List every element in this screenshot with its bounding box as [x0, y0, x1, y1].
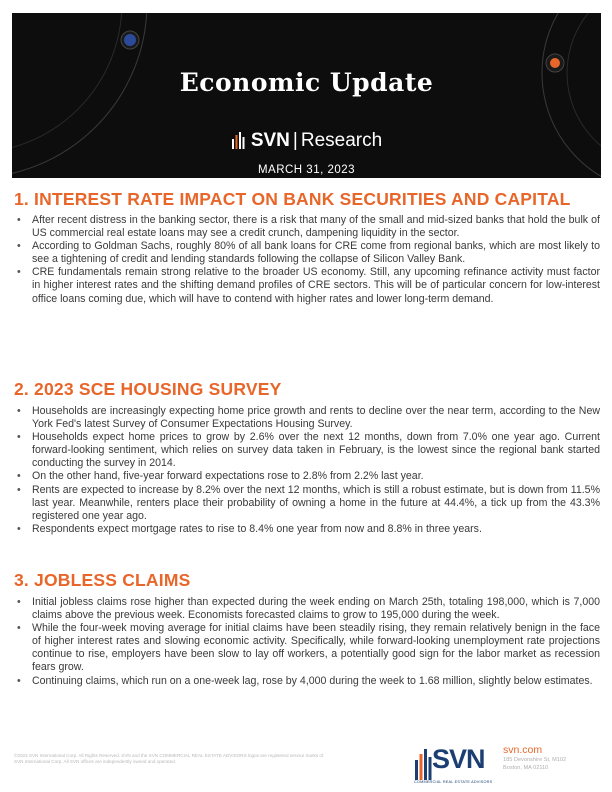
brand-division: Research: [300, 130, 383, 151]
svn-research-logo: [12, 130, 601, 152]
section-heading: 1. INTEREST RATE IMPACT ON BANK SECURITIES AND CAPITAL: [14, 189, 571, 209]
section-1-list: [14, 214, 600, 306]
section-heading: 3. JOBLESS CLAIMS: [14, 570, 191, 590]
logo-word: SVN: [432, 744, 485, 774]
svn-footer-logo: [414, 744, 494, 788]
brand-name: SVN: [250, 130, 290, 151]
header-banner: [12, 13, 601, 178]
list-item: • Respondents expect mortgage rates to rise to 8.4% one year from now and 8.8% in three years.: [14, 523, 600, 536]
legal-disclaimer: ©2023 SVN International Corp. All Rights Reserved. SVN and the SVN COMMERCIAL REAL ESTATE ADVISORS logos are registered service marks of SVN International Corp. All SVN offices are independently owned and operated.: [14, 753, 324, 765]
blue-planet-icon: [124, 34, 136, 46]
list-item: • Rents are expected to increase by 8.2% over the next 12 months, which is still a robust estimate, but is down from 11.5% last year. Meanwhile, renters place their probability of owning a home in the future at 44.4%, a tick up from the 43.3% registered one year ago.: [14, 484, 600, 523]
list-item: • According to Goldman Sachs, roughly 80% of all bank loans for CRE come from regional banks, which are most likely to see a tightening of credit and lending standards following the collapse of Silicon Valley Bank.: [14, 240, 600, 266]
brand-separator: |: [292, 130, 298, 151]
list-item: • Initial jobless claims rose higher than expected during the week ending on March 25th, totaling 198,000, which is 7,000 claims above the previous week. Economists forecasted claims to grow to 195,000 during the week.: [14, 596, 600, 622]
list-item: • Continuing claims, which run on a one-week lag, rose by 4,000 during the week to 1.68 million, slightly below estimates.: [14, 675, 600, 688]
list-item: • After recent distress in the banking sector, there is a risk that many of the small and mid-sized banks that hold the bulk of US commercial real estate loans may see a credit crunch, dampening liquidity in the sector.: [14, 214, 600, 240]
address-line: Boston, MA 02110: [503, 765, 549, 771]
website-link[interactable]: svn.com: [503, 744, 543, 756]
list-item: • While the four-week moving average for initial claims have been steadily rising, they remain relatively benign in the face of higher interest rates and slowing economic activity. Specifically, while forward-looking unemployment rate projections continue to rise, employers have been slow to lay off workers, a potentially good sign for the labor market as recession fears grow.: [14, 622, 600, 674]
footer-contact: [503, 744, 566, 772]
svn-logo-icon: [414, 746, 432, 780]
list-item: • On the other hand, five-year forward expectations rose to 2.8% from 2.2% last year.: [14, 470, 600, 483]
section-3-list: [14, 596, 600, 688]
logo-tagline: COMMERCIAL REAL ESTATE ADVISORS: [414, 780, 493, 784]
page-title: Economic Update: [179, 68, 434, 97]
address-line: 185 Devonshire St, M102: [503, 757, 567, 763]
orange-planet-icon: [550, 58, 560, 68]
list-item: • Households expect home prices to grow by 2.6% over the next 12 months, down from 7.0% one year ago. Current forward-looking sentiment, which relies on survey data taken in February, is the lowest since the regional bank started conducting the survey in 2014.: [14, 431, 600, 470]
section-heading: 2. 2023 SCE HOUSING SURVEY: [14, 379, 282, 399]
list-item: • CRE fundamentals remain strong relative to the broader US economy. Still, any upcoming refinance activity must factor in higher interest rates and the shifting demand profiles of CRE sectors. This will be of particular concern for low-interest office loans coming due, which will have to contend with higher rates and lower long-term demand.: [14, 266, 600, 305]
report-date: MARCH 31, 2023: [257, 164, 356, 176]
section-2-list: [14, 405, 600, 536]
list-item: • Households are increasingly expecting home price growth and rents to decline over the near term, according to the New York Fed's latest Survey of Consumer Expectations Housing Survey.: [14, 405, 600, 431]
svn-logo-icon: [231, 131, 247, 149]
